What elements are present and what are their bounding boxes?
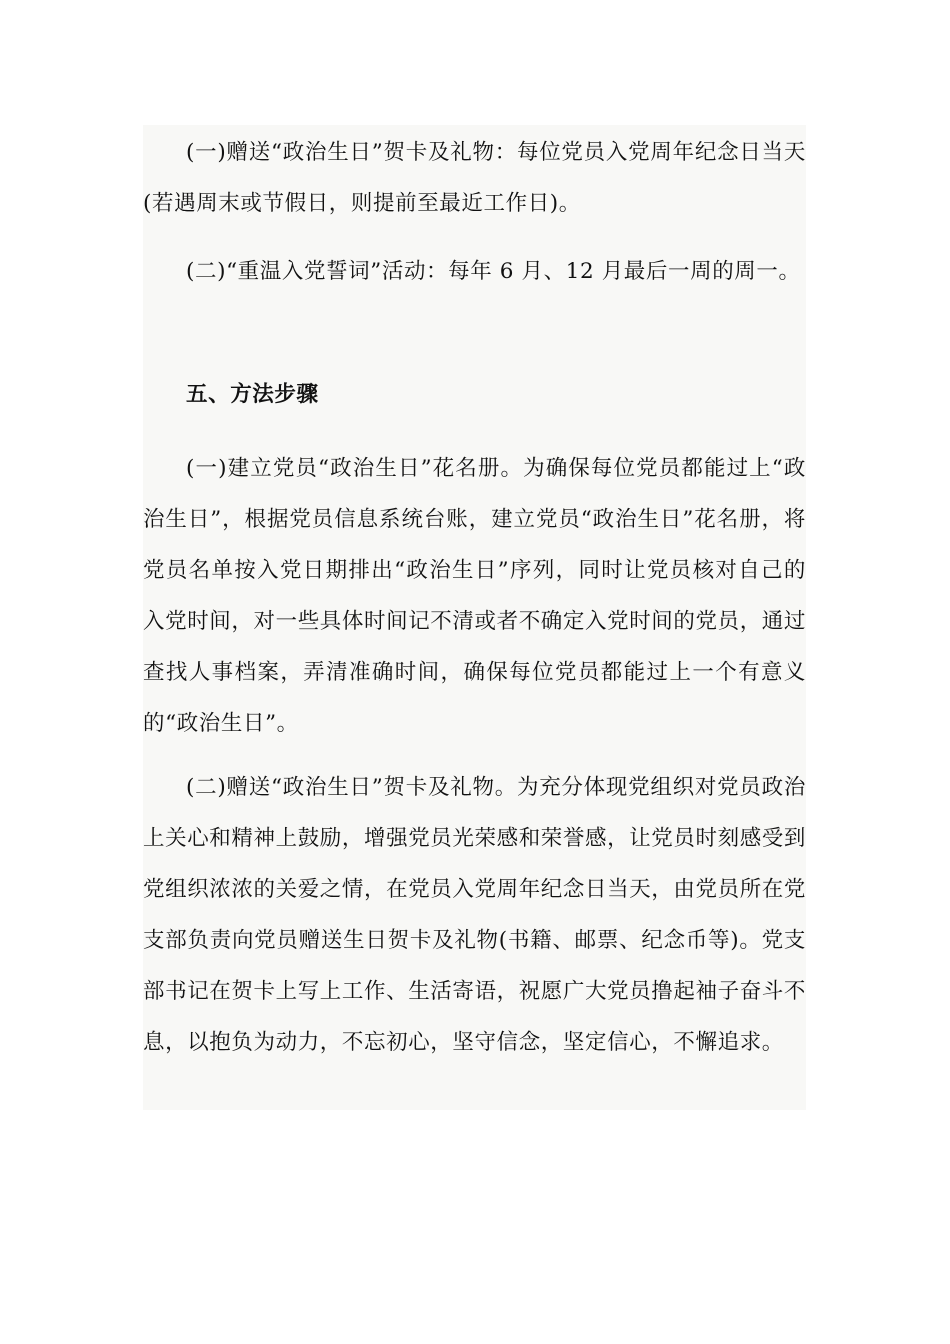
document-content [143, 125, 806, 1110]
paragraph-step-gift: (二)赠送“政治生日”贺卡及礼物。为充分体现党组织对党员政治上关心和精神上鼓励，增强党员光荣感和荣誉感，让党员时刻感受到党组织浓浓的关爱之情，在党员入党周年纪念日当天，由党员所在党支部负责向党员赠送生日贺卡及礼物(书籍、邮票、纪念币等)。党支部书记在贺卡上写上工作、生活寄语，祝愿广大党员撸起袖子奋斗不息，以抱负为动力，不忘初心，坚守信念，坚定信心，不懈追求。 [143, 775, 807, 1055]
paragraph-gift-schedule: (一)赠送“政治生日”贺卡及礼物：每位党员入党周年纪念日当天(若遇周末或节假日，则提前至最近工作日)。 [143, 140, 806, 216]
paragraph-step-roster: (一)建立党员“政治生日”花名册。为确保每位党员都能过上“政治生日”，根据党员信息系统台账，建立党员“政治生日”花名册，将党员名单按入党日期排出“政治生日”序列，同时让党员核对自己的入党时间，对一些具体时间记不清或者不确定入党时间的党员，通过查找人事档案，弄清准确时间，确保每位党员都能过上一个有意义的“政治生日”。 [143, 456, 807, 736]
paragraph-oath-schedule: (二)“重温入党誓词”活动：每年 6 月、12 月最后一周的周一。 [186, 259, 801, 284]
section-heading-methods: 五、方法步骤 [186, 382, 319, 407]
